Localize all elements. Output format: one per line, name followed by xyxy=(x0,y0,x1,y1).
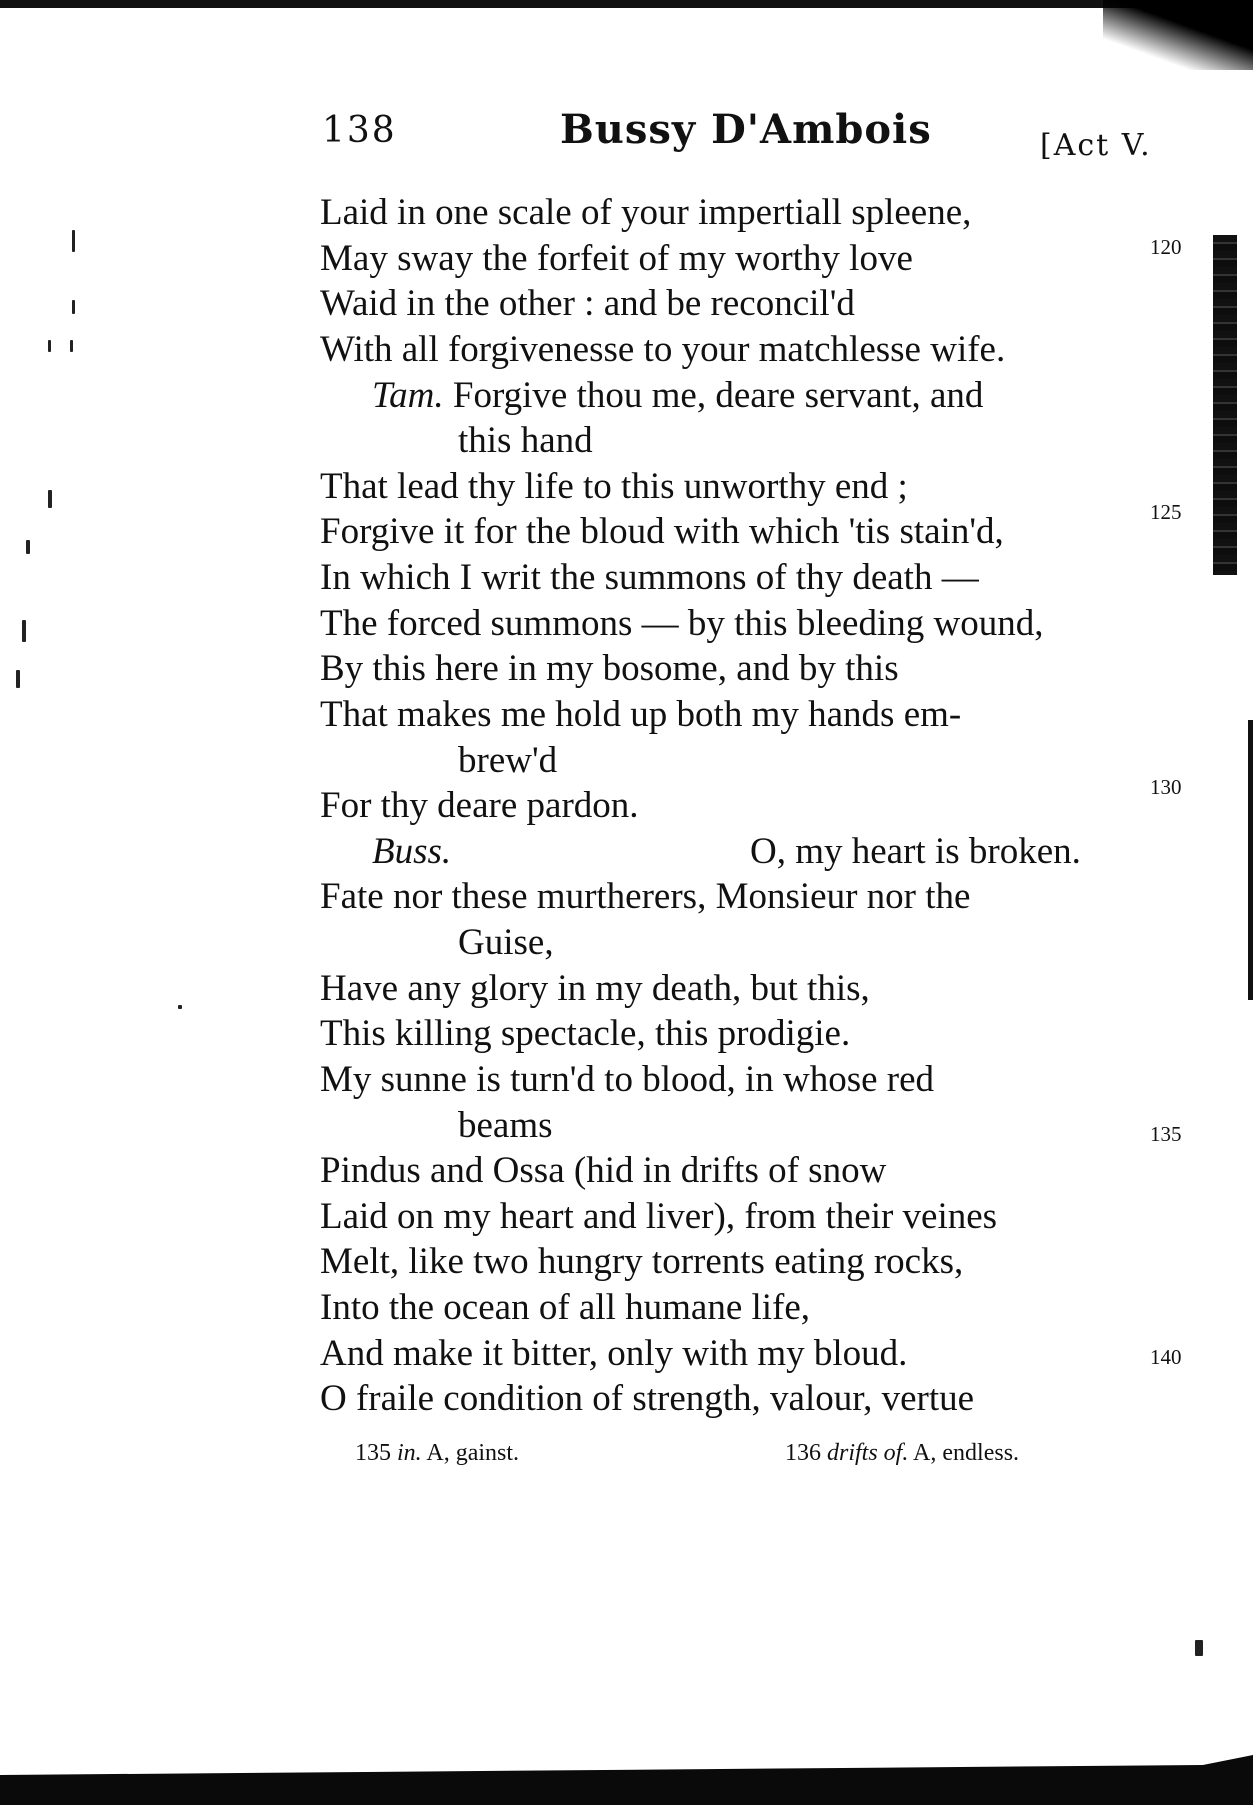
footnote xyxy=(355,1440,519,1467)
verse-continuation: Guise, xyxy=(458,922,554,963)
verse-line: Into the ocean of all humane life, xyxy=(320,1287,811,1328)
verse-line: Pindus and Ossa (hid in drifts of snow xyxy=(320,1150,887,1191)
footnote-line-ref: 135 xyxy=(355,1440,391,1466)
scan-speck xyxy=(178,1005,182,1009)
scan-speck xyxy=(70,340,73,352)
scan-speck xyxy=(22,620,26,642)
scan-top-edge xyxy=(0,0,1253,8)
scan-corner-shadow xyxy=(1103,0,1253,70)
line-number: 135 xyxy=(1150,1122,1182,1146)
speech-text: O, my heart is broken. xyxy=(750,831,1081,872)
verse-line: By this here in my bosome, and by this xyxy=(320,648,899,689)
verse-continuation: brew'd xyxy=(458,740,558,781)
verse-line: That makes me hold up both my hands em- xyxy=(320,694,962,735)
scan-speck xyxy=(72,230,75,252)
verse-continuation: this hand xyxy=(458,420,593,461)
verse-line: This killing spectacle, this prodigie. xyxy=(320,1013,851,1054)
scan-speck xyxy=(16,670,20,688)
scan-speck xyxy=(72,300,75,314)
verse-line: For thy deare pardon. xyxy=(320,785,639,826)
verse-line: Melt, like two hungry torrents eating rocks, xyxy=(320,1241,964,1282)
verse-continuation: beams xyxy=(458,1105,553,1146)
speech-text: Forgive thou me, deare servant, and xyxy=(452,375,984,416)
speaker-name: Buss. xyxy=(372,831,452,872)
speech-line xyxy=(372,373,983,419)
verse-line: O fraile condition of strength, valour, vertue xyxy=(320,1378,975,1419)
verse-line: With all forgivenesse to your matchlesse wife. xyxy=(320,329,1006,370)
verse-line: My sunne is turn'd to blood, in whose red xyxy=(320,1059,935,1100)
line-number: 120 xyxy=(1150,235,1182,259)
verse-line: Have any glory in my death, but this, xyxy=(320,968,870,1009)
line-number: 130 xyxy=(1150,775,1182,799)
scan-bottom-edge xyxy=(0,1755,1253,1805)
footnote xyxy=(785,1440,1019,1467)
line-number: 140 xyxy=(1150,1345,1182,1369)
verse-line: Fate nor these murtherers, Monsieur nor the xyxy=(320,876,971,917)
verse-line: The forced summons — by this bleeding wound, xyxy=(320,603,1044,644)
footnote-reading: A, gainst. xyxy=(426,1440,520,1466)
verse-line: May sway the forfeit of my worthy love xyxy=(320,238,913,279)
scan-binding-shadow xyxy=(1213,235,1237,575)
scan-speck xyxy=(48,340,51,352)
line-number: 125 xyxy=(1150,500,1182,524)
verse-line: Forgive it for the bloud with which 'tis stain'd, xyxy=(320,511,1004,552)
footnote-lemma: drifts of. xyxy=(827,1440,909,1466)
page-number: 138 xyxy=(322,110,397,151)
verse-line: Laid in one scale of your impertiall spleene, xyxy=(320,192,972,233)
act-label: [Act V. xyxy=(1040,128,1152,163)
footnote-line-ref: 136 xyxy=(785,1440,821,1466)
speaker-name: Tam. xyxy=(372,375,444,416)
running-title: Bussy D'Ambois xyxy=(560,106,932,153)
verse-line: Laid on my heart and liver), from their veines xyxy=(320,1196,998,1237)
verse-line: In which I writ the summons of thy death — xyxy=(320,557,979,598)
verse-line: That lead thy life to this unworthy end ; xyxy=(320,466,908,507)
footnote-reading: A, endless. xyxy=(913,1440,1020,1466)
scan-speck xyxy=(26,540,30,554)
footnote-lemma: in. xyxy=(397,1440,422,1466)
scan-speck xyxy=(1195,1640,1203,1656)
scan-edge-line xyxy=(1248,720,1253,1000)
verse-line: Waid in the other : and be reconcil'd xyxy=(320,283,855,324)
scan-speck xyxy=(48,490,52,508)
verse-line: And make it bitter, only with my bloud. xyxy=(320,1333,908,1374)
